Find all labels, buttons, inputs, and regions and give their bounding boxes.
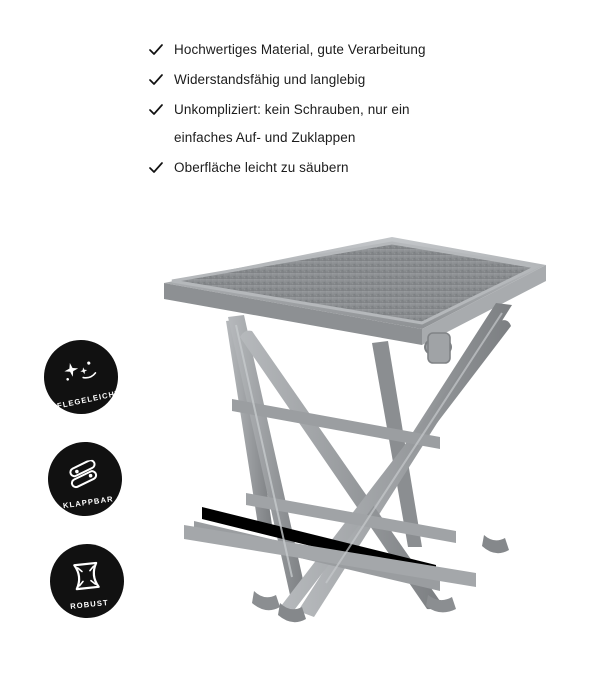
list-item — [148, 158, 548, 178]
status-badge — [46, 540, 127, 621]
list-item — [148, 100, 548, 148]
check-icon — [148, 70, 164, 90]
check-icon — [148, 40, 164, 60]
feature-list — [148, 40, 548, 188]
product-image — [140, 225, 570, 625]
folding-side-table-illustration — [140, 225, 570, 625]
feature-text: Hochwertiges Material, gute Verarbeitung — [174, 42, 426, 57]
status-badge — [37, 333, 125, 421]
list-item — [148, 70, 548, 90]
status-badge — [43, 437, 127, 521]
shield-strength-icon — [67, 559, 106, 598]
badge-label: KLAPPBAR — [62, 494, 115, 511]
feature-text-continuation: einfaches Auf- und Zuklappen — [174, 130, 356, 145]
badge-label: ROBUST — [69, 597, 110, 611]
feature-text: Oberfläche leicht zu säubern — [174, 160, 349, 175]
badge-label: PFLEGELEICHT — [50, 388, 122, 412]
check-icon — [148, 100, 164, 120]
list-item — [148, 40, 548, 60]
sparkle-icon — [58, 355, 104, 394]
badge-group — [44, 340, 140, 646]
folding-table-icon — [63, 458, 107, 494]
check-icon — [148, 158, 164, 178]
feature-text: Widerstandsfähig und langlebig — [174, 72, 366, 87]
feature-text: Unkompliziert: kein Schrauben, nur ein einfaches Auf- und Zuklappen — [174, 100, 410, 148]
